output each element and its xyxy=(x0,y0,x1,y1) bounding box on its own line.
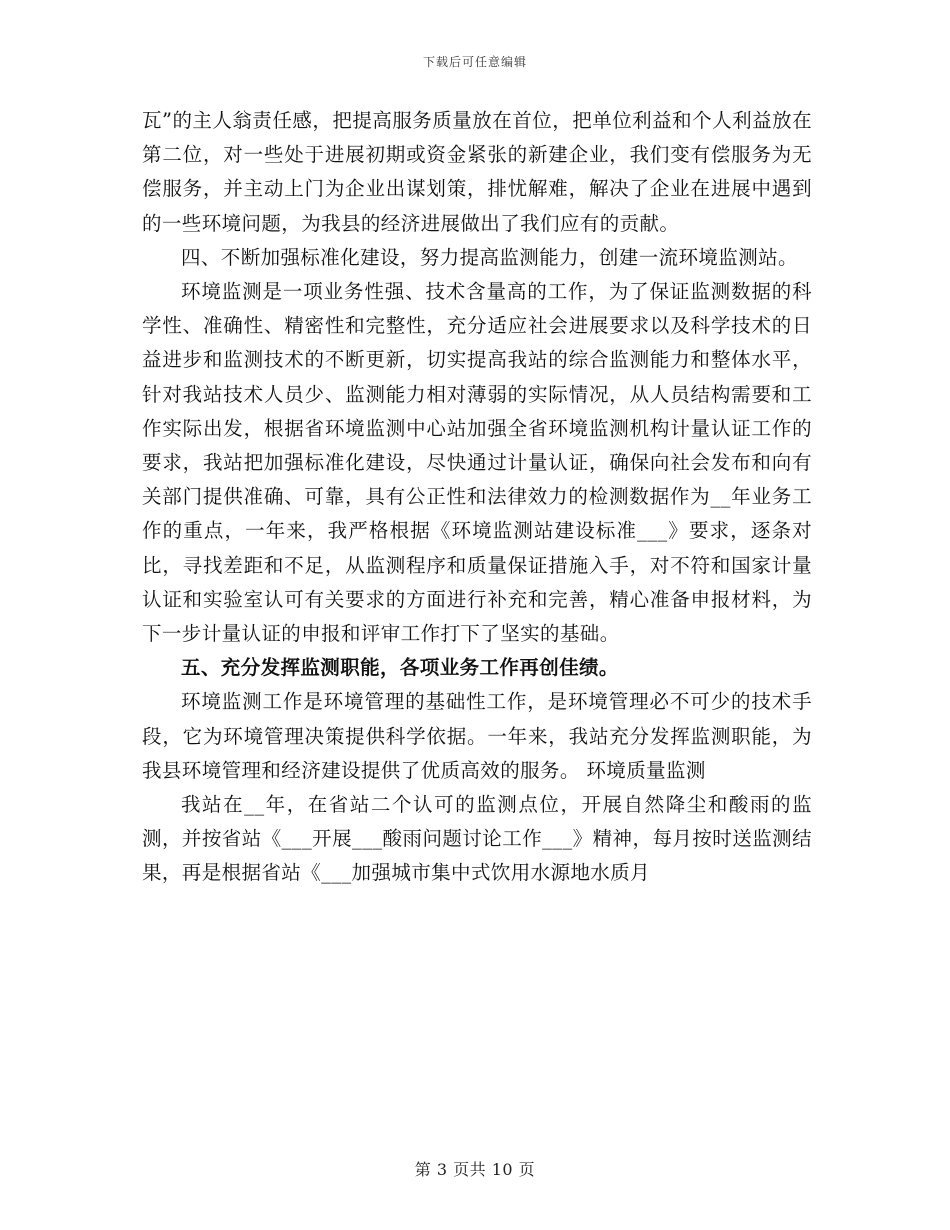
paragraph-standardization: 环境监测是一项业务性强、技术含量高的工作，为了保证监测数据的科学性、准确性、精密性和完整性，充分适应社会进展要求以及科学技术的日益进步和监测技术的不断更新，切实提高我站的综合监测能力和整体水平，针对我站技术人员少、监测能力相对薄弱的实际情况，从人员结构需要和工作实际出发，根据省环境监测中心站加强全省环境监测机构计量认证工作的要求，我站把加强标准化建设，尽快通过计量认证，确保向社会发布和向有关部门提供准确、可靠，具有公正性和法律效力的检测数据作为__年业务工作的重点，一年来，我严格根据《环境监测站建设标准___》要求，逐条对比，寻找差距和不足，从监测程序和质量保证措施入手，对不符和国家计量认证和实验室认可有关要求的方面进行补充和完善，精心准备申报材料，为下一步计量认证的申报和评审工作打下了坚实的基础。 xyxy=(142,280,812,646)
paragraph-monitoring-role: 环境监测工作是环境管理的基础性工作，是环境管理必不可少的技术手段，它为环境管理决策提供科学依据。一年来，我站充分发挥监测职能，为我县环境管理和经济建设提供了优质高效的服务。 环境质量监测 xyxy=(142,690,812,782)
page-header-note: 下载后可任意编辑 xyxy=(422,55,527,69)
paragraph-quality-monitoring: 我站在__年，在省站二个认可的监测点位，开展自然降尘和酸雨的监测，并按省站《___开展___酸雨问题讨论工作___》精神，每月按时送监测结果，再是根据省站《___加强城市集中式饮用水源地水质月 xyxy=(142,793,812,885)
document-body xyxy=(142,104,812,891)
section-five-heading: 五、充分发挥监测职能，各项业务工作再创佳绩。 xyxy=(181,656,619,680)
page-number-footer: 第 3 页共 10 页 xyxy=(414,1160,536,1179)
section-four-heading: 四、不断加强标准化建设，努力提高监测能力，创建一流环境监测站。 xyxy=(181,245,798,269)
paragraph-continuation: 瓦”的主人翁责任感，把提高服务质量放在首位，把单位利益和个人利益放在第二位，对一些处于进展初期或资金紧张的新建企业，我们变有偿服务为无偿服务，并主动上门为企业出谋划策，排忧解难，解决了企业在进展中遇到的一些环境问题，为我县的经济进展做出了我们应有的贡献。 xyxy=(142,109,812,235)
